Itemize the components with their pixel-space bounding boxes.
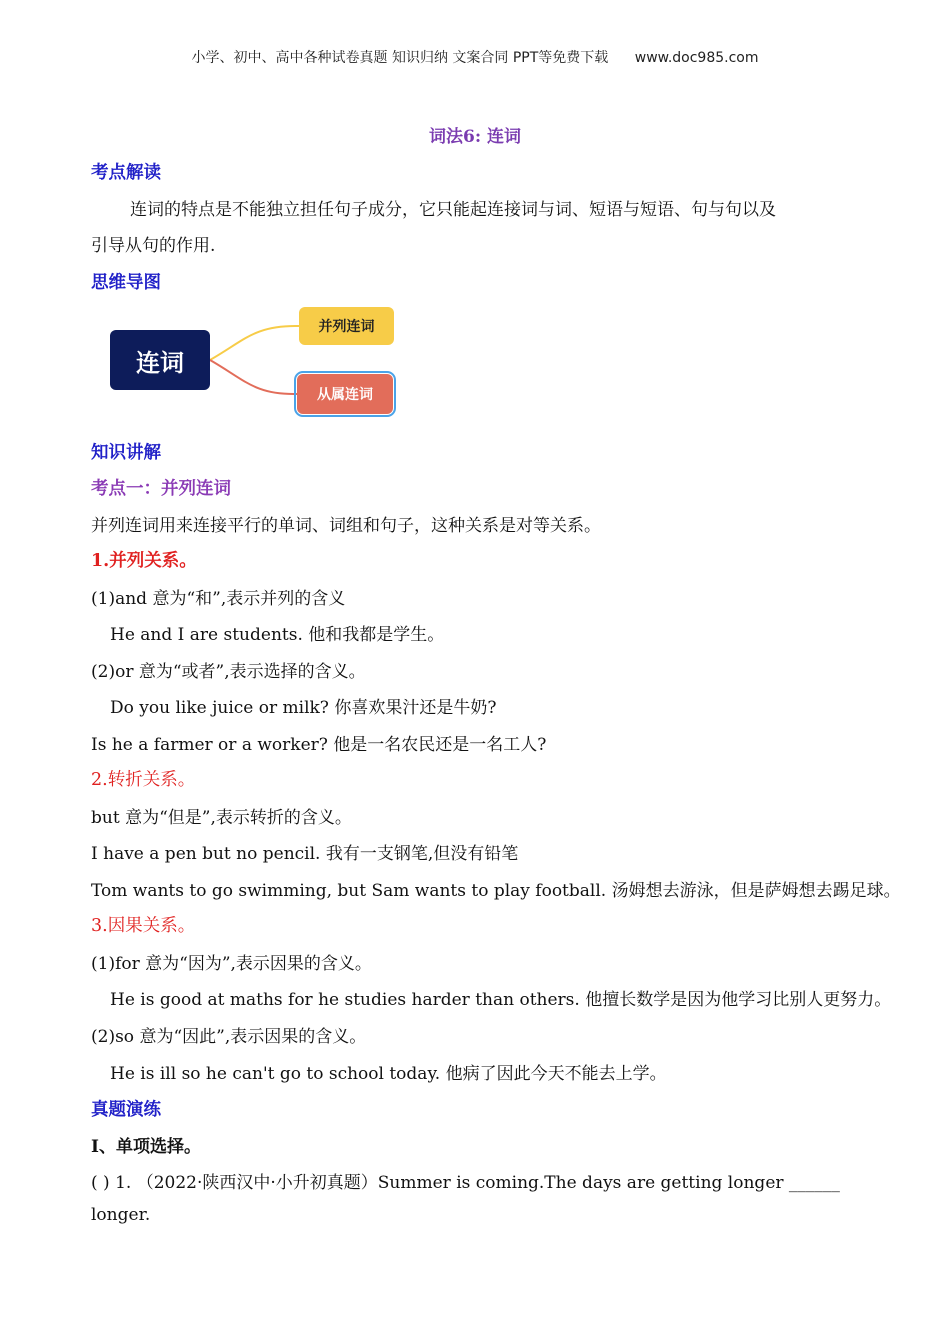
question-1-line-1: ( ) 1. （2022·陕西汉中·小升初真题）Summer is coming.The days are getting longer ______ <box>91 1173 840 1193</box>
heading-mindmap: 思维导图 <box>91 273 161 293</box>
or-example-1: Do you like juice or milk? 你喜欢果汁还是牛奶? <box>110 698 497 718</box>
and-rule: (1)and 意为“和”,表示并列的含义 <box>91 589 346 609</box>
or-example-2: Is he a farmer or a worker? 他是一名农民还是一名工人? <box>91 735 547 755</box>
heading-kaodian: 考点解读 <box>91 163 161 183</box>
subheading-kaodian1: 考点一：并列连词 <box>91 479 231 499</box>
but-example-2: Tom wants to go swimming, but Sam wants to play football. 汤姆想去游泳，但是萨姆想去踢足球。 <box>91 881 901 901</box>
but-rule: but 意为“但是”,表示转折的含义。 <box>91 808 352 828</box>
heading-zhenti: 真题演练 <box>91 1100 161 1120</box>
heading-zhishi: 知识讲解 <box>91 443 161 463</box>
part-1-heading: I、单项选择。 <box>91 1137 201 1157</box>
but-example-1: I have a pen but no pencil. 我有一支钢笔,但没有铅笔 <box>91 844 519 864</box>
kaodian1-desc: 并列连词用来连接平行的单词、词组和句子，这种关系是对等关系。 <box>91 516 601 536</box>
for-rule: (1)for 意为“因为”,表示因果的含义。 <box>91 954 372 974</box>
rel-2-heading: 2.转折关系。 <box>91 770 196 790</box>
rel-1-heading: 1.并列关系。 <box>91 551 197 571</box>
header-text: 小学、初中、高中各种试卷真题 知识归纳 文案合同 PPT等免费下载 <box>191 50 609 66</box>
mind-map <box>105 300 405 425</box>
link-to-branch-b <box>210 360 297 394</box>
so-rule: (2)so 意为“因此”,表示因果的含义。 <box>91 1027 367 1047</box>
or-rule: (2)or 意为“或者”,表示选择的含义。 <box>91 662 366 682</box>
for-example: He is good at maths for he studies harder than others. 他擅长数学是因为他学习比别人更努力。 <box>110 990 892 1010</box>
intro-line-1: 连词的特点是不能独立担任句子成分，它只能起连接词与词、短语与短语、句与句以及 <box>130 200 776 220</box>
mind-map-root: 连词 <box>110 330 210 390</box>
page-header <box>0 47 950 67</box>
header-site[interactable]: www.doc985.com <box>634 50 759 66</box>
mind-map-branch-a: 并列连词 <box>299 307 394 345</box>
and-example: He and I are students. 他和我都是学生。 <box>110 625 445 645</box>
so-example: He is ill so he can't go to school today. 他病了因此今天不能去上学。 <box>110 1064 667 1084</box>
question-1-line-2: longer. <box>91 1205 151 1225</box>
rel-3-heading: 3.因果关系。 <box>91 916 196 936</box>
link-to-branch-a <box>210 326 299 360</box>
mind-map-branch-b: 从属连词 <box>297 374 393 414</box>
page-title: 词法6: 连词 <box>428 127 522 147</box>
intro-line-2: 引导从句的作用. <box>91 236 216 256</box>
